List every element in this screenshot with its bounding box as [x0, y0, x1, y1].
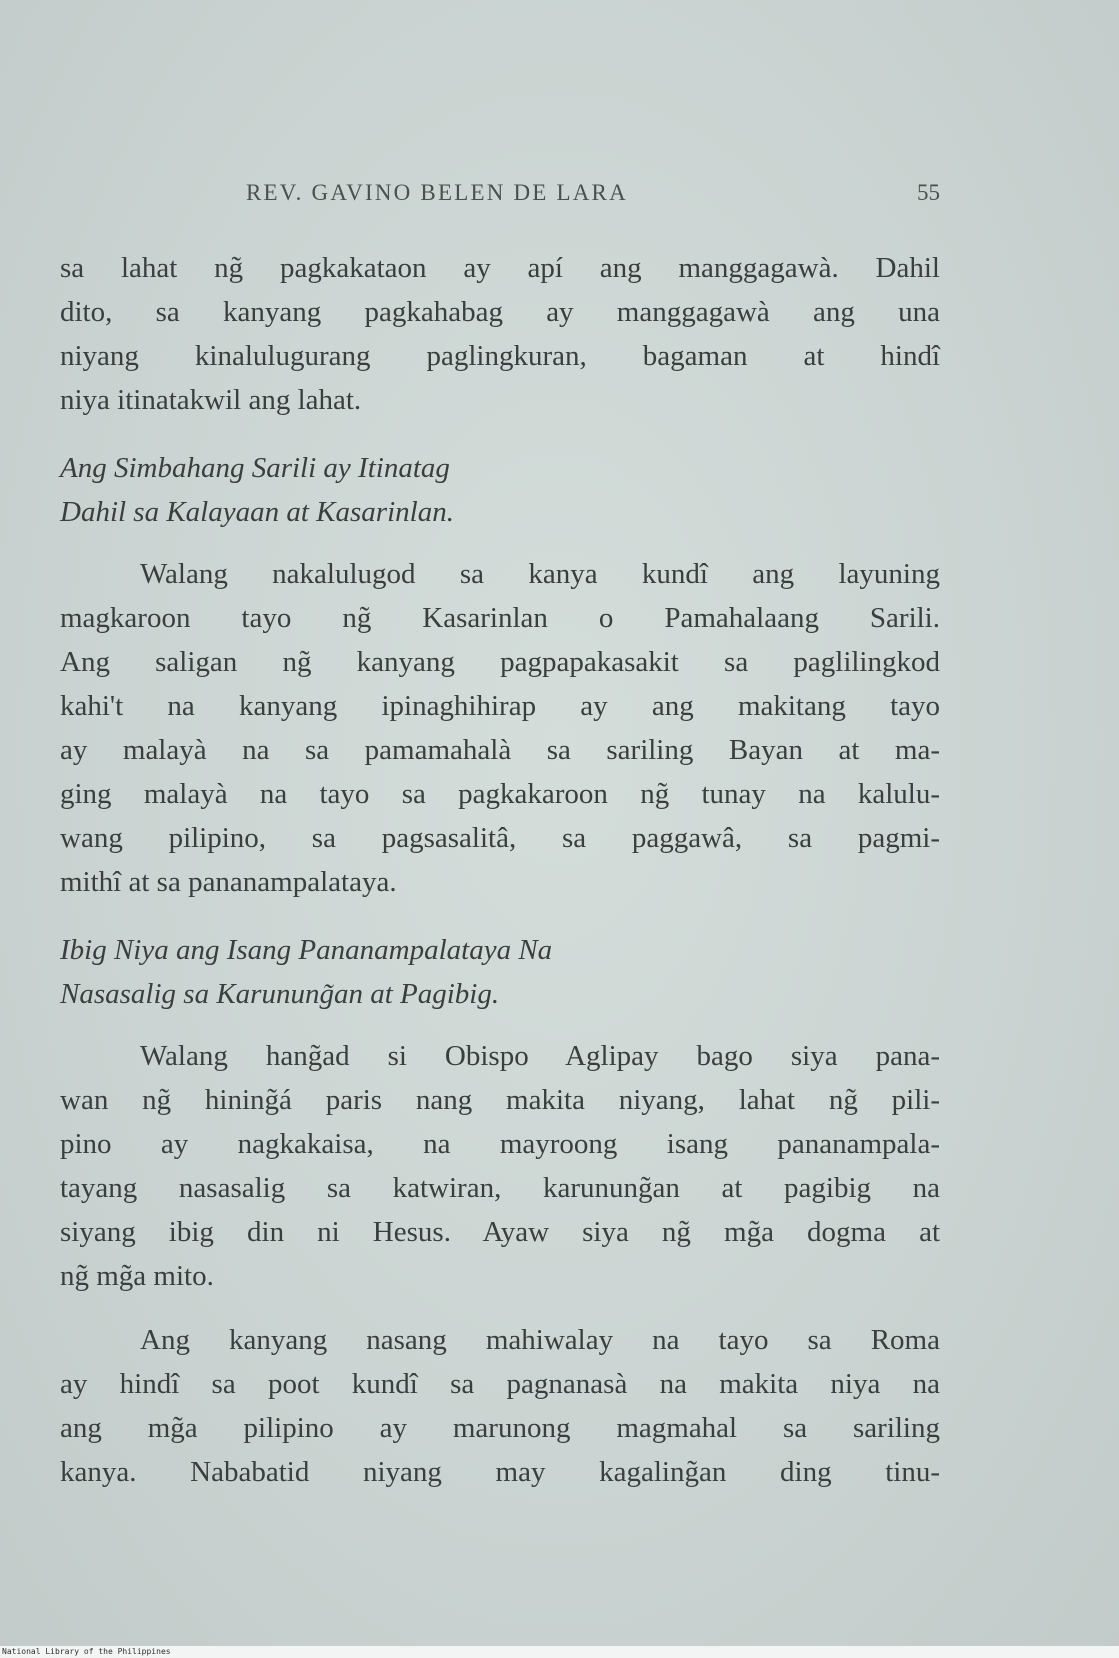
text-line: Walang hang̃ad si Obispo Aglipay bago siya pana-	[140, 1040, 940, 1072]
text-line: tayang nasasalig sa katwiran, karunung̃an at pagibig na	[60, 1172, 940, 1204]
section-heading	[60, 928, 940, 1016]
text-line: magkaroon tayo ng̃ Kasarinlan o Pamahalaang Sarili.	[60, 602, 940, 634]
paragraph	[60, 1034, 940, 1298]
text-line: ay hindî sa poot kundî sa pagnanasà na makita niya na	[60, 1368, 940, 1400]
text-line: ay malayà na sa pamamahalà sa sariling Bayan at ma-	[60, 734, 940, 766]
heading-line: Dahil sa Kalayaan at Kasarinlan.	[60, 496, 454, 528]
heading-line: Nasasalig sa Karunung̃an at Pagibig.	[60, 978, 500, 1010]
text-line: Walang nakalulugod sa kanya kundî ang layuning	[140, 558, 940, 590]
text-line: dito, sa kanyang pagkahabag ay manggagawà ang una	[60, 296, 940, 328]
heading-line: Ibig Niya ang Isang Pananampalataya Na	[60, 934, 553, 966]
text-line: wang pilipino, sa pagsasalitâ, sa paggawâ, sa pagmi-	[60, 822, 940, 854]
text-line: ging malayà na tayo sa pagkakaroon ng̃ tunay na kalulu-	[60, 778, 940, 810]
text-line: pino ay nagkakaisa, na mayroong isang pananampala-	[60, 1128, 940, 1160]
body-text	[60, 246, 940, 1494]
text-line: ang mg̃a pilipino ay marunong magmahal sa sariling	[60, 1412, 940, 1444]
text-line: kanya. Nababatid niyang may kagaling̃an ding tinu-	[60, 1456, 940, 1488]
paragraph	[60, 552, 940, 904]
section-heading	[60, 446, 940, 534]
paragraph	[60, 246, 940, 422]
paragraph	[60, 1318, 940, 1494]
text-line: Ang kanyang nasang mahiwalay na tayo sa Roma	[140, 1324, 940, 1356]
text-line: mithî at sa pananampalataya.	[60, 866, 397, 898]
running-title: REV. GAVINO BELEN DE LARA	[246, 180, 628, 205]
text-line: wan ng̃ hining̃á paris nang makita niyang, lahat ng̃ pili-	[60, 1084, 940, 1116]
heading-line: Ang Simbahang Sarili ay Itinatag	[60, 452, 450, 484]
text-line: Ang saligan ng̃ kanyang pagpapakasakit sa paglilingkod	[60, 646, 940, 678]
page-number: 55	[917, 180, 940, 205]
text-line: niya itinatakwil ang lahat.	[60, 384, 362, 416]
library-credit: National Library of the Philippines	[2, 1647, 171, 1656]
running-head	[60, 180, 940, 214]
text-line: ng̃ mg̃a mito.	[60, 1260, 214, 1292]
text-line: kahi't na kanyang ipinaghihirap ay ang makitang tayo	[60, 690, 940, 722]
text-line: niyang kinalulugurang paglingkuran, bagaman at hindî	[60, 340, 940, 372]
text-line: siyang ibig din ni Hesus. Ayaw siya ng̃ mg̃a dogma at	[60, 1216, 940, 1248]
text-line: sa lahat ng̃ pagkakataon ay apí ang manggagawà. Dahil	[60, 252, 940, 284]
